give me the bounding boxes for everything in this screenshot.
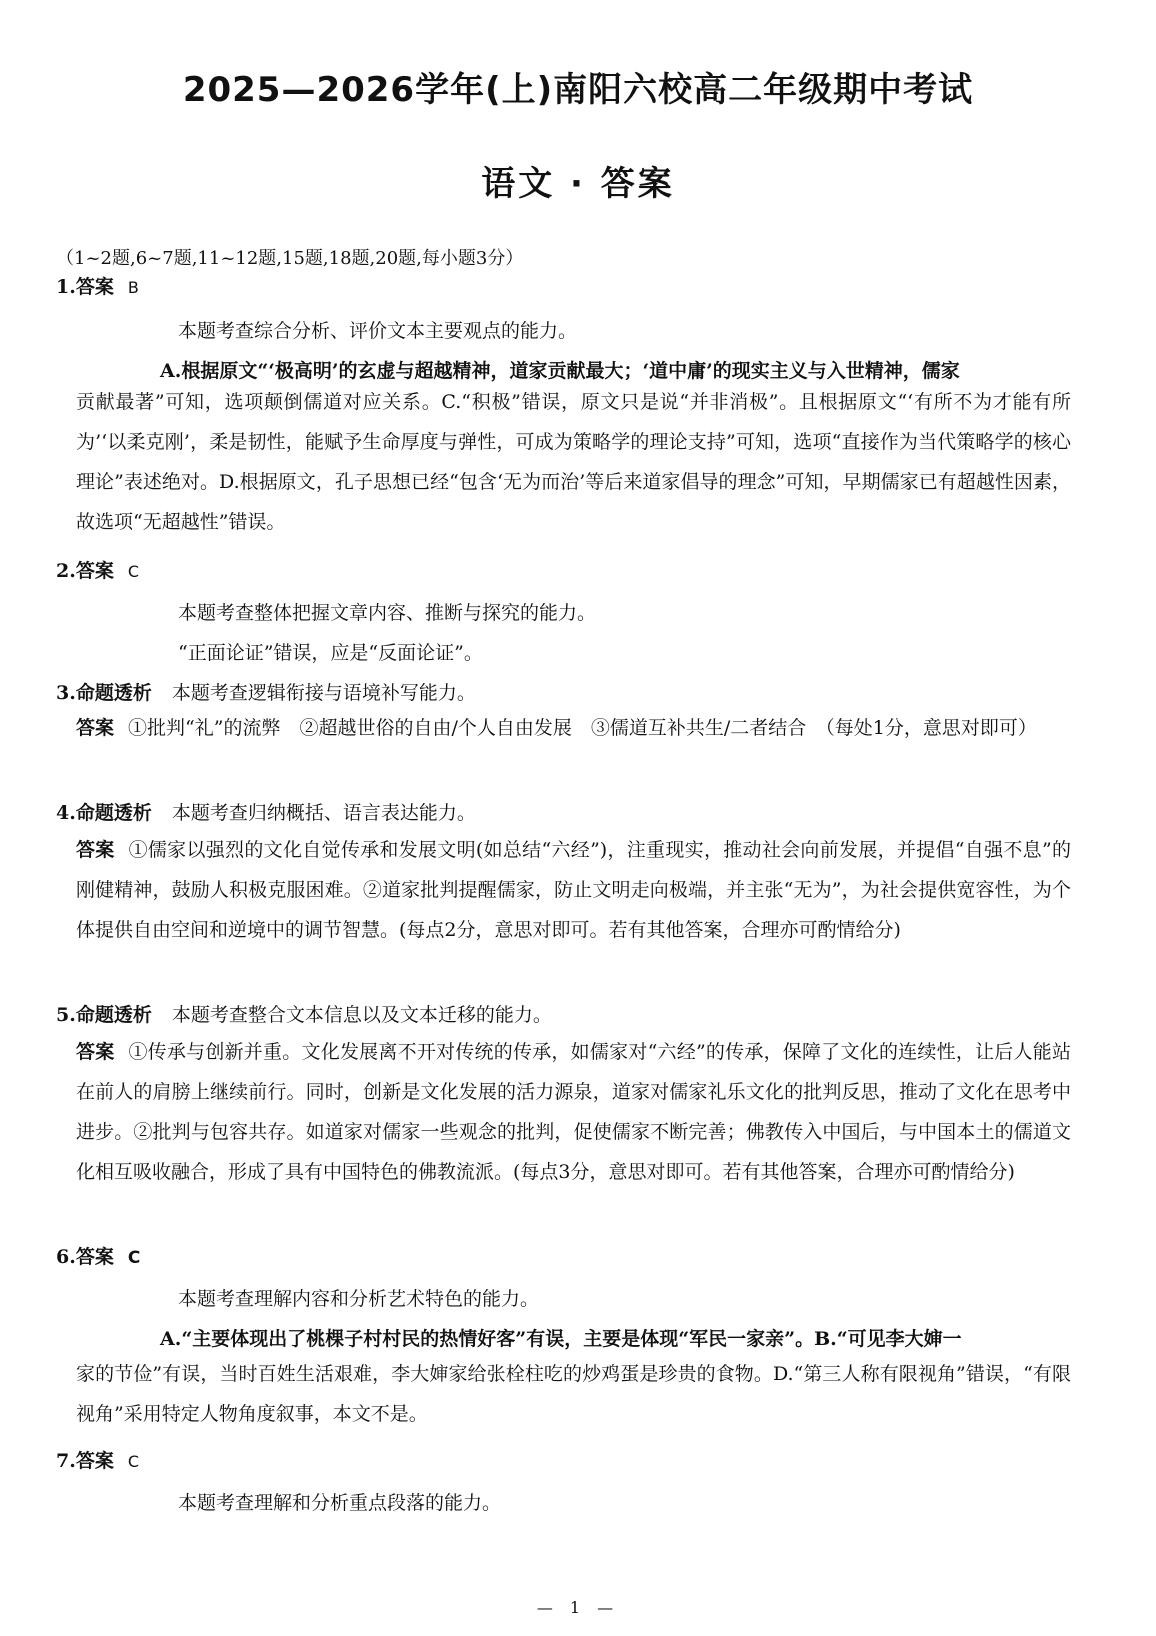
- q6-heading: [56, 1242, 140, 1269]
- q6-intro: 本题考查理解内容和分析艺术特色的能力。: [178, 1288, 540, 1310]
- q3-label: 3.命题透析: [56, 682, 152, 704]
- q5-answer: [76, 1032, 1071, 1192]
- q5-heading: [56, 1000, 552, 1027]
- q1-answer-letter: B: [127, 278, 139, 297]
- q1-explanation-bold: A.根据原文“‘极高明’的玄虚与超越精神，道家贡献最大；‘道中庸’的现实主义与入世精神，儒家: [160, 360, 960, 382]
- q4-label: 4.命题透析: [56, 802, 152, 824]
- q6-explanation-bold: A.“主要体现出了桃棵子村村民的热情好客”有误，主要是体现“军民一家亲”。B.“可见李大婶一: [160, 1328, 962, 1350]
- q3-answer-text: ①批判“礼”的流弊 ②超越世俗的自由/个人自由发展 ③儒道互补共生/二者结合 （每处1分，意思对即可）: [128, 717, 1037, 739]
- q5-label: 5.命题透析: [56, 1004, 152, 1026]
- q1-explanation: 贡献最著”可知，选项颠倒儒道对应关系。C.“积极”错误，原文只是说“并非消极”。且根据原文“‘有所不为才能有所为’‘以柔克刚’，柔是韧性，能赋予生命厚度与弹性，可成为策略学的理论支持”可知，选项“直接作为当代策略学的核心理论”表述绝对。D.根据原文，孔子思想已经“包含‘无为而治’等后来道家倡导的理念”可知，早期儒家已有超越性因素，故选项“无超越性”错误。: [76, 391, 1071, 533]
- q3-intro: 本题考查逻辑衔接与语境补写能力。: [171, 682, 476, 704]
- q5-intro: 本题考查整合文本信息以及文本迁移的能力。: [171, 1004, 552, 1026]
- q6-label: 6.答案: [56, 1246, 114, 1268]
- q5-answer-text: ①传承与创新并重。文化发展离不开对传统的传承，如儒家对“六经”的传承，保障了文化的连续性，让后人能站在前人的肩膀上继续前行。同时，创新是文化发展的活力源泉，道家对儒家礼乐文化的批判反思，推动了文化在思考中进步。②批判与包容共存。如道家对儒家一些观念的批判，促使儒家不断完善；佛教传入中国后，与中国本土的儒道文化相互吸收融合，形成了具有中国特色的佛教流派。(每点3分，意思对即可。若有其他答案，合理亦可酌情给分): [76, 1041, 1071, 1183]
- q5-answer-label: 答案: [76, 1041, 115, 1063]
- q6-explanation: 家的节俭”有误，当时百姓生活艰难，李大婶家给张栓柱吃的炒鸡蛋是珍贵的食物。D.“第三人称有限视角”错误，“有限视角”采用特定人物角度叙事，本文不是。: [76, 1363, 1071, 1425]
- q2-intro: 本题考查整体把握文章内容、推断与探究的能力。: [178, 602, 597, 624]
- subject-title: 语文 · 答案: [481, 164, 675, 204]
- q3-answer-label: 答案: [76, 717, 115, 739]
- q4-answer-text: ①儒家以强烈的文化自觉传承和发展文明(如总结“六经”)，注重现实，推动社会向前发展，并提倡“自强不息”的刚健精神，鼓励人积极克服困难。②道家批判提醒儒家，防止文明走向极端，并主张“无为”，为社会提供宽容性，为个体提供自由空间和逆境中的调节智慧。(每点2分，意思对即可。若有其他答案，合理亦可酌情给分): [76, 839, 1071, 941]
- q6-answer-letter: C: [127, 1248, 141, 1268]
- q1-intro: 本题考查综合分析、评价文本主要观点的能力。: [178, 320, 578, 342]
- scoring-note: （1~2题,6~7题,11~12题,15题,18题,20题,每小题3分）: [56, 248, 524, 269]
- exam-title: 2025—2026学年(上)南阳六校高二年级期中考试: [182, 70, 974, 110]
- page-number: — 1 —: [536, 1598, 620, 1617]
- q2-label: 2.答案: [56, 560, 114, 582]
- q7-label: 7.答案: [56, 1450, 114, 1472]
- q4-answer-label: 答案: [76, 839, 115, 861]
- q4-answer: [76, 830, 1071, 950]
- q1-heading: [56, 272, 139, 299]
- q7-answer-letter: C: [127, 1452, 140, 1471]
- q2-explanation: “正面论证”错误，应是“反面论证”。: [178, 642, 483, 664]
- q4-heading: [56, 798, 476, 825]
- q2-answer-letter: C: [127, 562, 140, 581]
- q7-heading: [56, 1446, 139, 1473]
- q7-intro: 本题考查理解和分析重点段落的能力。: [178, 1492, 502, 1514]
- q2-heading: [56, 556, 139, 583]
- q3-heading: [56, 678, 476, 705]
- q1-label: 1.答案: [56, 276, 114, 298]
- q3-answer: [76, 708, 1071, 748]
- q4-intro: 本题考查归纳概括、语言表达能力。: [171, 802, 476, 824]
